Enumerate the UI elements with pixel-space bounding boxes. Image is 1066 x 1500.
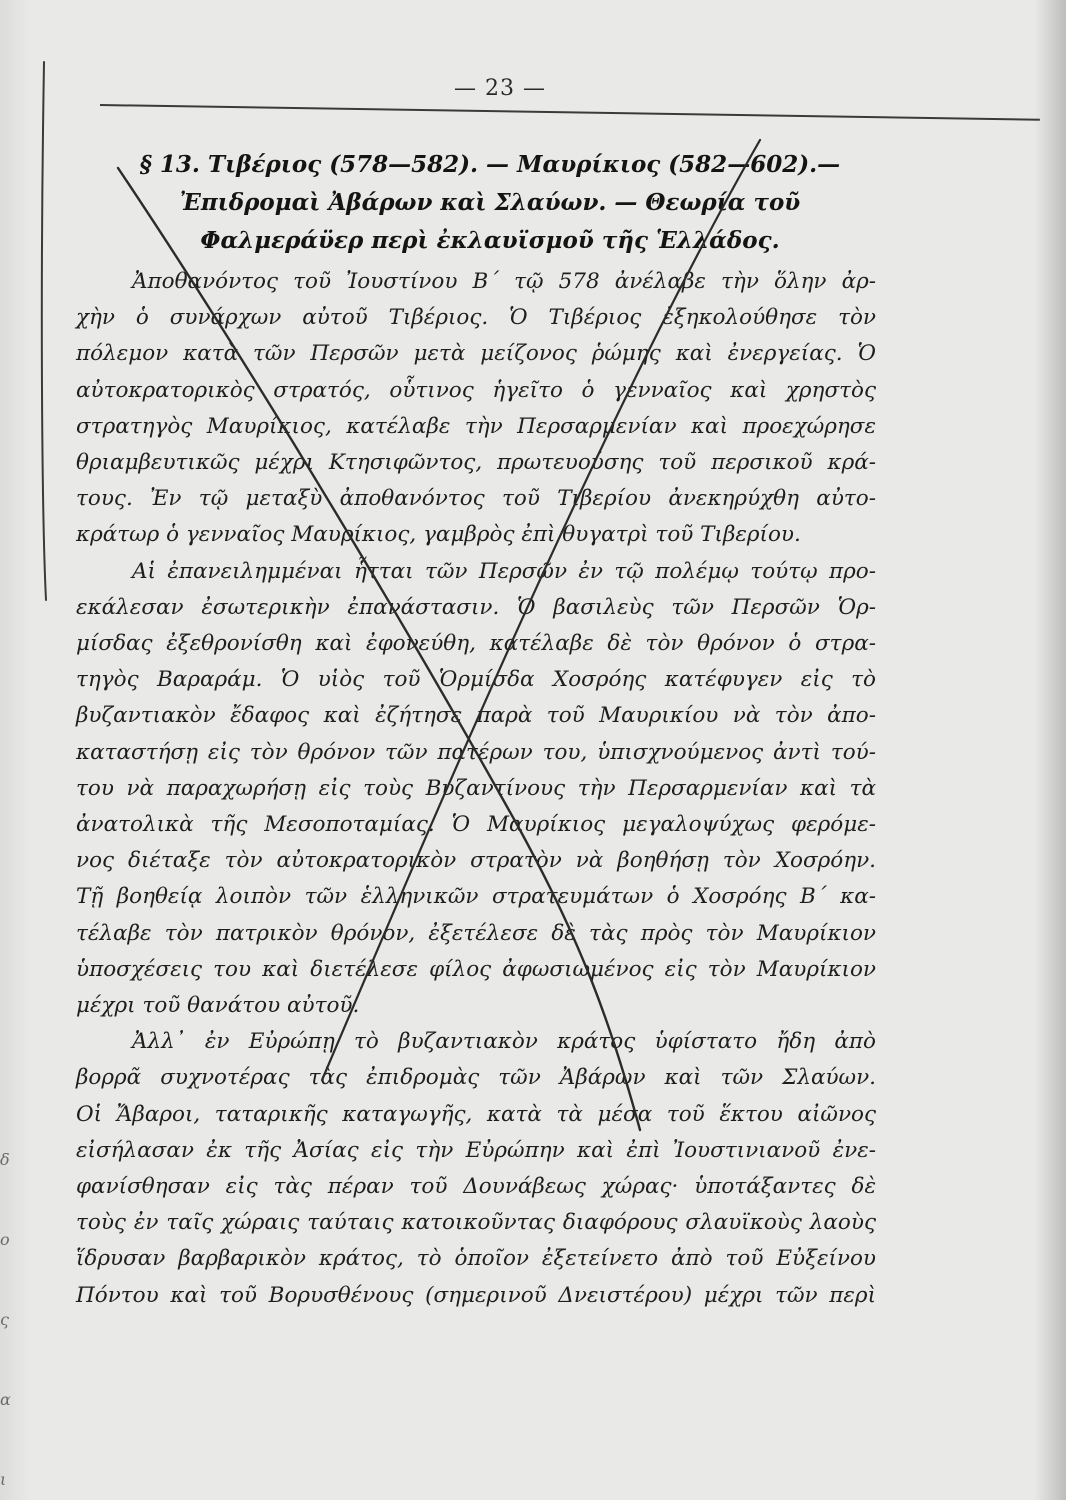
margin-glyph: ς	[0, 1310, 9, 1329]
text-line: Πόντου καὶ τοῦ Βορυσθένους (σημερινοῦ Δνειστέρου) μέχρι τῶν περὶ	[76, 1282, 876, 1308]
heading-line: Ἐπιδρομαὶ Ἀβάρων καὶ Σλαύων. — Θεωρία τοῦ	[179, 189, 801, 216]
text-line: ἵδρυσαν βαρβαρικὸν κράτος, τὸ ὁποῖον ἐξετείνετο ἀπὸ τοῦ Εὐξείνου	[76, 1246, 876, 1272]
margin-glyph: ο	[0, 1230, 10, 1249]
page-right-edge	[1034, 0, 1066, 1500]
text-line: τηγὸς Βαραράμ. Ὁ υἱὸς τοῦ Ὁρμίσδα Χοσρόης κατέφυγεν εἰς τὸ	[76, 667, 876, 693]
text-line: νος διέταξε τὸν αὐτοκρατορικὸν στρατὸν νὰ βοηθήσῃ τὸν Χοσρόην.	[76, 848, 876, 874]
text-line: τέλαβε τὸν πατρικὸν θρόνον, ἐξετέλεσε δὲ τὰς πρὸς τὸν Μαυρίκιον	[76, 920, 876, 946]
text-line: χὴν ὁ συνάρχων αὐτοῦ Τιβέριος. Ὁ Τιβέριος ἐξηκολούθησε τὸν	[76, 305, 876, 331]
text-line: κράτωρ ὁ γενναῖος Μαυρίκιος, γαμβρὸς ἐπὶ θυγατρὶ τοῦ Τιβερίου.	[76, 522, 801, 548]
text-line: Τῇ βοηθείᾳ λοιπὸν τῶν ἑλληνικῶν στρατευμάτων ὁ Χοσρόης Β΄ κα-	[76, 884, 876, 910]
text-line: θριαμβευτικῶς μέχρι Κτησιφῶντος, πρωτευούσης τοῦ περσικοῦ κρά-	[76, 450, 876, 476]
body-text	[76, 264, 876, 1314]
margin-glyph: ι	[0, 1470, 7, 1489]
header-rule	[100, 104, 1040, 121]
text-line: πόλεμον κατὰ τῶν Περσῶν μετὰ μείζονος ῥώμης καὶ ἐνεργείας. Ὁ	[76, 341, 876, 367]
heading-line: § 13. Τιβέριος (578—582). — Μαυρίκιος (582—602).—	[139, 151, 841, 178]
text-line: εκάλεσαν ἐσωτερικὴν ἐπανάστασιν. Ὁ βασιλεὺς τῶν Περσῶν Ὁρ-	[76, 594, 876, 620]
text-line: τους. Ἐν τῷ μεταξὺ ἀποθανόντος τοῦ Τιβερίου ἀνεκηρύχθη αὐτο-	[76, 486, 876, 512]
left-margin-bracket	[42, 62, 46, 600]
text-line: Ἀποθανόντος τοῦ Ἰουστίνου Β΄ τῷ 578 ἀνέλαβε τὴν ὅλην ἀρ-	[132, 269, 876, 294]
text-line: τοὺς ἐν ταῖς χώραις ταύταις κατοικοῦντας διαφόρους σλαυϊκοὺς λαοὺς	[76, 1210, 876, 1236]
heading-line: Φαλμεράϋερ περὶ ἐκλαυϊσμοῦ τῆς Ἑλλάδος.	[200, 227, 780, 254]
text-line: καταστήσῃ εἰς τὸν θρόνον τῶν πατέρων του, ὑπισχνούμενος ἀντὶ τού-	[76, 739, 876, 765]
text-line: Αἱ ἐπανειλημμέναι ἧτται τῶν Περσῶν ἐν τῷ πολέμῳ τούτῳ προ-	[132, 558, 876, 584]
text-line: μέχρι τοῦ θανάτου αὐτοῦ.	[76, 993, 360, 1019]
text-line: στρατηγὸς Μαυρίκιος, κατέλαβε τὴν Περσαρμενίαν καὶ προεχώρησε	[76, 413, 876, 439]
margin-glyph: δ	[0, 1150, 10, 1169]
section-heading	[110, 146, 870, 260]
text-line: ἀνατολικὰ τῆς Μεσοποταμίας. Ὁ Μαυρίκιος μεγαλοψύχως φερόμε-	[76, 812, 876, 838]
text-line: αὐτοκρατορικὸς στρατός, οὗτινος ἡγεῖτο ὁ γενναῖος καὶ χρηστὸς	[76, 377, 876, 403]
text-line: βορρᾶ συχνοτέρας τὰς ἐπιδρομὰς τῶν Ἀβάρων καὶ τῶν Σλαύων.	[76, 1065, 876, 1091]
margin-glyph: α	[0, 1390, 11, 1409]
text-line: Ἀλλ᾽ ἐν Εὐρώπῃ τὸ βυζαντιακὸν κράτος ὑφίστατο ἤδη ἀπὸ	[132, 1029, 876, 1055]
text-line: μίσδας ἐξεθρονίσθη καὶ ἐφονεύθη, κατέλαβε δὲ τὸν θρόνον ὁ στρα-	[76, 631, 876, 657]
page-number: — 23 —	[454, 76, 546, 101]
margin-bleed-through	[0, 1120, 22, 1500]
text-line: ὑποσχέσεις του καὶ διετέλεσε φίλος ἀφωσιωμένος εἰς τὸν Μαυρίκιον	[76, 956, 876, 982]
text-line: βυζαντιακὸν ἔδαφος καὶ ἐζήτησε παρὰ τοῦ Μαυρικίου νὰ τὸν ἀπο-	[76, 703, 876, 729]
text-line: Οἱ Ἄβαροι, ταταρικῆς καταγωγῆς, κατὰ τὰ μέσα τοῦ ἕκτου αἰῶνος	[76, 1101, 876, 1127]
text-line: του νὰ παραχωρήσῃ εἰς τοὺς Βυζαντίνους τὴν Περσαρμενίαν καὶ τὰ	[76, 775, 876, 801]
text-line: φανίσθησαν εἰς τὰς πέραν τοῦ Δουνάβεως χώρας· ὑποτάξαντες δὲ	[76, 1174, 876, 1200]
text-line: εἰσήλασαν ἐκ τῆς Ἀσίας εἰς τὴν Εὐρώπην καὶ ἐπὶ Ἰουστινιανοῦ ἐνε-	[76, 1137, 876, 1163]
